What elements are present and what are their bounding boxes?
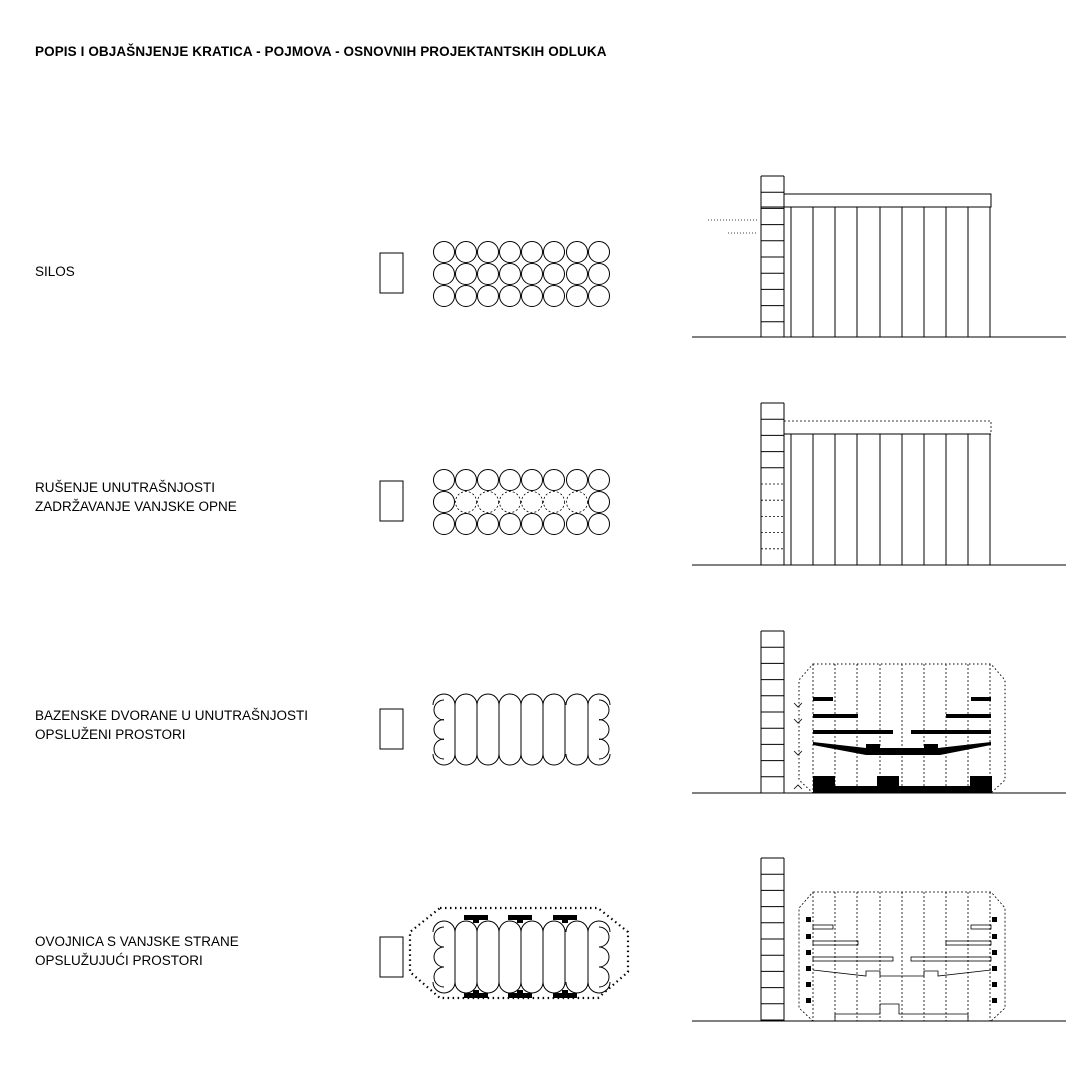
pool-lobe-bottom: [455, 754, 477, 765]
pool-lobe-top: [521, 921, 543, 932]
silo-cell: [522, 264, 543, 285]
floor-slab: [813, 730, 893, 734]
pool-halls-section: [692, 631, 1066, 793]
service-box: [806, 917, 811, 922]
silo-cell: [456, 286, 477, 307]
pool-halls-plan: [433, 694, 610, 765]
service-box: [806, 998, 811, 1003]
silo-cell: [500, 264, 521, 285]
pool-side-lobe: [434, 720, 444, 740]
pool-lobe-top: [521, 694, 543, 705]
pool-lobe-bottom: [566, 982, 588, 993]
silo-cell: [544, 286, 565, 307]
removed-gallery: [784, 421, 991, 434]
pool-side-lobe: [599, 947, 609, 967]
floor-slab: [813, 714, 858, 718]
service-box: [992, 982, 997, 987]
silo-cell-kept: [589, 514, 610, 535]
service-box: [992, 934, 997, 939]
service-box: [992, 998, 997, 1003]
floor-slab: [971, 697, 991, 701]
site-thumbnail: [380, 709, 403, 749]
silo-cell: [478, 286, 499, 307]
silo-cell-kept: [522, 470, 543, 491]
pool-lobe-bottom: [543, 754, 565, 765]
silo-cell: [522, 242, 543, 263]
pool-lobe-top: [477, 921, 499, 932]
pool-lobe-bottom: [543, 982, 565, 993]
floor-slab: [911, 730, 991, 734]
row-label-line: ZADRŽAVANJE VANJSKE OPNE: [35, 499, 237, 514]
silo-cell-removed: [522, 492, 543, 513]
silo-cell-kept: [500, 470, 521, 491]
silo-cell-kept: [522, 514, 543, 535]
silo-cell-kept: [544, 470, 565, 491]
site-thumbnail: [380, 937, 403, 977]
service-box: [806, 934, 811, 939]
silo-section: [692, 176, 1066, 337]
row-label-line: OPSLUŽUJUĆI PROSTORI: [35, 953, 203, 968]
row-label-line: OVOJNICA S VANJSKE STRANE: [35, 934, 239, 949]
silo-cell-removed: [456, 492, 477, 513]
silo-cell-kept: [544, 514, 565, 535]
floor-slab: [946, 714, 991, 718]
pool-lobe-top: [455, 694, 477, 705]
site-thumbnails: [380, 253, 403, 977]
silo-cell-kept: [434, 514, 455, 535]
silo-cell-kept: [500, 514, 521, 535]
row-label-line: BAZENSKE DVORANE U UNUTRAŠNJOSTI: [35, 708, 309, 723]
silo-cell: [500, 286, 521, 307]
silo-cell-kept: [478, 514, 499, 535]
silo-cell: [456, 242, 477, 263]
service-box: [806, 982, 811, 987]
pool-lobe-bottom: [477, 754, 499, 765]
pool-lobe-top: [543, 694, 565, 705]
silo-cell-kept: [434, 492, 455, 513]
service-box: [992, 966, 997, 971]
silo-cell-kept: [567, 470, 588, 491]
pool-lobe-top: [566, 921, 588, 932]
envelope-section: [692, 858, 1066, 1021]
ventilation-arrow: [794, 751, 802, 755]
floor-slab: [813, 697, 833, 701]
pool-side-lobe: [599, 700, 609, 720]
service-block-bottom: [464, 990, 488, 998]
pool-lobe-bottom: [477, 982, 499, 993]
pool-lobe-top: [499, 694, 521, 705]
silo-cell: [434, 242, 455, 263]
row-label-line: SILOS: [35, 264, 75, 279]
silo-cell-removed: [500, 492, 521, 513]
service-box: [806, 966, 811, 971]
ventilation-arrow: [794, 703, 802, 707]
service-block-bottom: [508, 990, 532, 998]
pool-side-lobe: [599, 739, 609, 759]
floor-slab: [911, 957, 991, 961]
silo-cell-kept: [589, 470, 610, 491]
pool-side-lobe: [434, 739, 444, 759]
silo-cell-removed: [478, 492, 499, 513]
roof-gallery: [784, 194, 991, 207]
silo-cell-kept: [478, 470, 499, 491]
pool-lobe-bottom: [566, 754, 588, 765]
silo-cell: [589, 264, 610, 285]
floor-slab: [813, 925, 833, 929]
gutted-silo-section: [692, 403, 1066, 565]
pool-lobe-top: [477, 694, 499, 705]
silo-cell-removed: [567, 492, 588, 513]
floor-slab: [813, 957, 893, 961]
pool-lobe-bottom: [521, 982, 543, 993]
service-block-bottom: [553, 990, 577, 998]
service-box: [806, 950, 811, 955]
silo-cell: [456, 264, 477, 285]
silo-cell-kept: [456, 470, 477, 491]
pool-side-lobe: [599, 720, 609, 740]
foundation-outline: [835, 1004, 968, 1021]
silo-cell-removed: [544, 492, 565, 513]
silo-cell-kept: [589, 492, 610, 513]
pool-side-lobe: [434, 967, 444, 987]
service-box: [992, 950, 997, 955]
envelope-plan: [410, 908, 628, 998]
site-thumbnail: [380, 481, 403, 521]
silo-cell: [589, 242, 610, 263]
silo-cell-kept: [456, 514, 477, 535]
pool-side-lobe: [434, 927, 444, 947]
site-thumbnail: [380, 253, 403, 293]
pool-deck: [813, 742, 991, 755]
pool-side-lobe: [434, 700, 444, 720]
page-title: POPIS I OBJAŠNJENJE KRATICA - POJMOVA - OSNOVNIH PROJEKTANTSKIH ODLUKA: [35, 44, 607, 59]
silo-cell: [500, 242, 521, 263]
silo-cell-kept: [567, 514, 588, 535]
floor-slab: [946, 941, 991, 945]
ventilation-arrow: [794, 785, 802, 789]
silo-cell: [544, 242, 565, 263]
silo-cell: [567, 264, 588, 285]
silo-cell: [589, 286, 610, 307]
silo-cell: [434, 286, 455, 307]
pool-lobe-top: [543, 921, 565, 932]
row-label-line: OPSLUŽENI PROSTORI: [35, 727, 186, 742]
pool-side-lobe: [599, 927, 609, 947]
pool-lobe-top: [566, 694, 588, 705]
silo-cell: [478, 242, 499, 263]
gutted-silo-plan: [434, 470, 610, 535]
foundation-slab: [813, 786, 991, 793]
silo-cell: [567, 242, 588, 263]
floor-slab: [971, 925, 991, 929]
silo-cell-kept: [434, 470, 455, 491]
silo-cell: [522, 286, 543, 307]
silo-cell: [434, 264, 455, 285]
silo-plan: [434, 242, 610, 307]
silo-cell: [478, 264, 499, 285]
pool-lobe-bottom: [499, 754, 521, 765]
pool-side-lobe: [434, 947, 444, 967]
row-label-line: RUŠENJE UNUTRAŠNJOSTI: [35, 480, 216, 495]
silo-cell: [567, 286, 588, 307]
service-box: [992, 917, 997, 922]
silo-cell: [544, 264, 565, 285]
floor-slab: [813, 941, 858, 945]
ventilation-arrow: [794, 719, 802, 723]
pool-side-lobe: [599, 967, 609, 987]
pool-lobe-bottom: [521, 754, 543, 765]
